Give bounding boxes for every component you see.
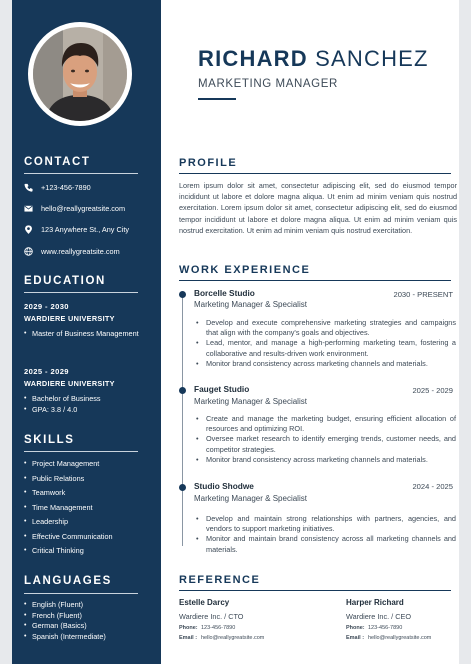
location-pin-icon <box>24 225 33 234</box>
skill-item: • Leadership <box>24 515 150 530</box>
education-detail: • GPA: 3.8 / 4.0 <box>24 404 150 415</box>
languages-divider <box>24 593 138 594</box>
sidebar <box>12 0 161 664</box>
education-school: WARDIERE UNIVERSITY <box>24 379 115 388</box>
person-name <box>198 46 429 72</box>
contact-divider <box>24 173 138 174</box>
job-bullet: • Lead, mentor, and manage a high-performing marketing team, fostering a collaborative and results-driven work environment. <box>194 338 456 358</box>
job-date: 2024 - 2025 <box>412 482 453 491</box>
reference-phone-label: Phone: <box>346 625 365 631</box>
mail-icon <box>24 204 33 213</box>
skill-item: • Project Management <box>24 457 150 472</box>
profile-divider <box>179 173 451 174</box>
reference-email-value[interactable]: hello@reallygreatsite.com <box>201 635 265 641</box>
job-bullets <box>194 318 456 369</box>
reference-org: Wardiere Inc. / CTO <box>179 612 244 621</box>
job-bullet: • Create and manage the marketing budget, ensuring efficient allocation of resources and optimizing ROI. <box>194 414 456 434</box>
role-underline <box>198 98 236 100</box>
languages-heading: LANGUAGES <box>24 575 112 587</box>
job-bullets <box>194 514 456 555</box>
education-years: 2025 - 2029 <box>24 367 69 376</box>
job-bullet: • Monitor brand consistency across marketing channels and materials. <box>194 455 456 465</box>
reference-heading: REFERENCE <box>179 574 261 586</box>
contact-website-text[interactable]: www.reallygreatsite.com <box>41 246 120 256</box>
job-bullet: • Develop and maintain strong relationships with partners, agencies, and vendors to support marketing initiatives. <box>194 514 456 534</box>
contact-address <box>24 223 154 235</box>
timeline-dot <box>179 387 186 394</box>
profile-photo-frame <box>28 22 132 126</box>
education-school: WARDIERE UNIVERSITY <box>24 314 115 323</box>
reference-org: Wardiere Inc. / CEO <box>346 612 412 621</box>
skill-item: • Time Management <box>24 501 150 516</box>
reference-email <box>346 635 471 641</box>
phone-icon <box>24 183 33 192</box>
job-title: Marketing Manager & Specialist <box>194 397 307 406</box>
reference-phone <box>179 625 309 631</box>
reference-phone <box>346 625 471 631</box>
language-item: • Spanish (Intermediate) <box>24 632 150 643</box>
job-bullet: • Monitor and maintain brand consistency across all marketing channels and materials. <box>194 534 456 554</box>
job-title: Marketing Manager & Specialist <box>194 300 307 309</box>
work-experience-heading: WORK EXPERIENCE <box>179 264 311 276</box>
reference-card <box>346 598 471 641</box>
education-detail: • Master of Business Management <box>24 328 150 339</box>
language-item: • English (Fluent) <box>24 600 150 611</box>
last-name: SANCHEZ <box>315 46 429 71</box>
job-bullet: • Monitor brand consistency across marketing channels and materials. <box>194 359 456 369</box>
language-item: • French (Fluent) <box>24 611 150 622</box>
contact-email-text[interactable]: hello@reallygreatsite.com <box>41 203 126 213</box>
timeline-dot <box>179 484 186 491</box>
reference-phone-value[interactable]: 123-456-7890 <box>201 625 236 631</box>
job-date: 2025 - 2029 <box>412 386 453 395</box>
job-bullets <box>194 414 456 465</box>
job-date: 2030 - PRESENT <box>393 290 453 299</box>
reference-name: Estelle Darcy <box>179 598 230 607</box>
timeline-dot <box>179 291 186 298</box>
education-details <box>24 328 150 339</box>
education-divider <box>24 292 138 293</box>
timeline-line <box>182 292 183 546</box>
job-role: MARKETING MANAGER <box>198 78 338 90</box>
skill-item: • Teamwork <box>24 486 150 501</box>
reference-email-label: Email : <box>346 635 365 641</box>
job-title: Marketing Manager & Specialist <box>194 494 307 503</box>
reference-email <box>179 635 309 641</box>
contact-address-text: 123 Anywhere St., Any City <box>41 224 130 234</box>
contact-email <box>24 202 154 214</box>
reference-email-label: Email : <box>179 635 198 641</box>
education-detail: • Bachelor of Business <box>24 393 150 404</box>
job-company: Borcelle Studio <box>194 288 255 298</box>
job-bullet: • Oversee market research to identify emerging trends, customer needs, and competitor strategies. <box>194 434 456 454</box>
education-details <box>24 393 150 416</box>
reference-name: Harper Richard <box>346 598 404 607</box>
contact-phone-text[interactable]: +123-456-7890 <box>41 182 91 192</box>
skills-heading: SKILLS <box>24 434 75 446</box>
reference-phone-label: Phone: <box>179 625 198 631</box>
skill-item: • Public Relations <box>24 472 150 487</box>
first-name: RICHARD <box>198 46 308 71</box>
profile-text: Lorem ipsum dolor sit amet, consectetur adipiscing elit, sed do eiusmod tempor incididunt ut labore et dolore magna aliqua. Ut enim ad minim veniam quis nostrud exercitation. Lorem ipsum dolor sit amet, consectetur adipiscing elit, sed do eiusmod tempor incididunt ut labore et dolore magna aliqua. Ut enim ad minim veniam quis nostrud exercitation. Ut enim ad minim veniam quis nostrud exercitation. <box>179 181 457 235</box>
contact-heading: CONTACT <box>24 156 91 168</box>
language-item: • German (Basics) <box>24 621 150 632</box>
education-heading: EDUCATION <box>24 275 106 287</box>
skills-divider <box>24 451 138 452</box>
languages-list <box>24 600 150 642</box>
profile-heading: PROFILE <box>179 157 238 169</box>
contact-phone <box>24 181 154 193</box>
contact-website <box>24 245 154 257</box>
globe-icon <box>24 247 33 256</box>
reference-email-value[interactable]: hello@reallygreatsite.com <box>368 635 432 641</box>
reference-card <box>179 598 309 641</box>
job-company: Studio Shodwe <box>194 481 254 491</box>
skills-list <box>24 457 150 559</box>
education-years: 2029 - 2030 <box>24 302 69 311</box>
job-company: Fauget Studio <box>194 384 250 394</box>
work-experience-divider <box>179 280 451 281</box>
job-bullet: • Develop and execute comprehensive marketing strategies and campaigns that align with the company's goals and objectives. <box>194 318 456 338</box>
reference-phone-value[interactable]: 123-456-7890 <box>368 625 403 631</box>
profile-photo <box>33 27 127 121</box>
resume-page <box>12 0 459 664</box>
skill-item: • Effective Communication <box>24 530 150 545</box>
reference-divider <box>179 590 451 591</box>
skill-item: • Critical Thinking <box>24 544 150 559</box>
